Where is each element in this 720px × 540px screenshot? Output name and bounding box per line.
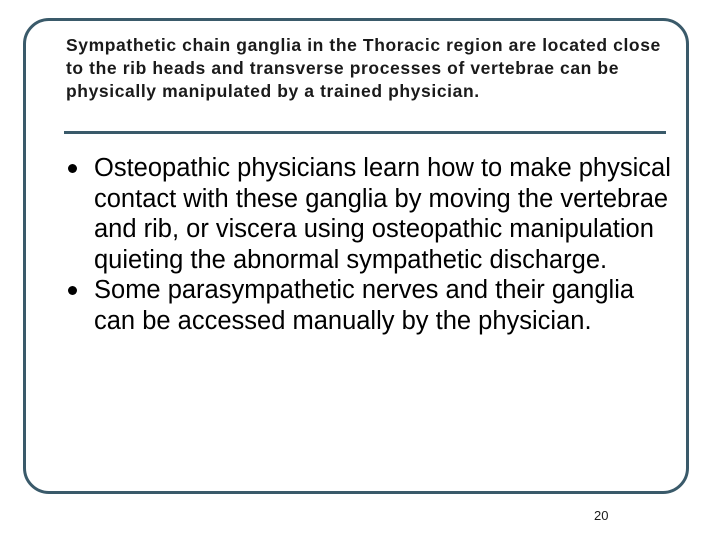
slide-title: Sympathetic chain ganglia in the Thoracic region are located close to the rib heads and transverse processes of vertebrae can be physically manipulated by a trained physician. — [66, 35, 661, 101]
page-number: 20 — [594, 508, 609, 523]
bullet-dot-icon — [68, 286, 77, 295]
bullet-item — [66, 275, 676, 336]
title-divider — [64, 131, 666, 134]
bullet-dot-icon — [68, 164, 77, 173]
bullet-text: Some parasympathetic nerves and their ganglia can be accessed manually by the physician. — [94, 276, 635, 335]
bullet-item — [66, 153, 676, 275]
bullet-text: Osteopathic physicians learn how to make physical contact with these ganglia by moving the vertebrae and rib, or viscera using osteopathic manipulation quieting the abnormal sympathetic discharge. — [94, 154, 671, 274]
bullet-list — [66, 153, 676, 336]
